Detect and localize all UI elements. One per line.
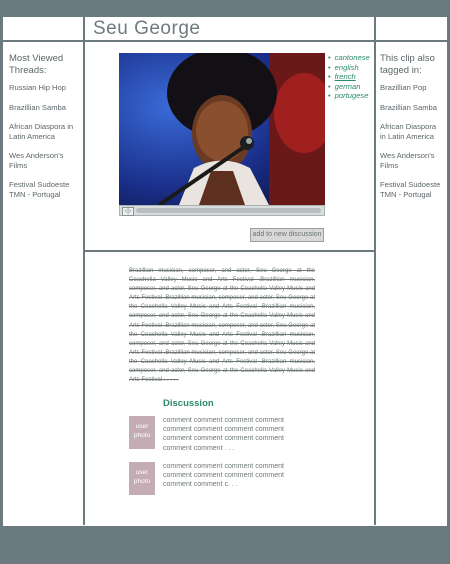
language-option[interactable]: • german [328, 82, 370, 92]
tag-link[interactable]: Brazillian Samba [380, 102, 437, 112]
discussion-heading: Discussion [163, 398, 214, 409]
add-to-discussion-button[interactable]: add to new discussion [250, 228, 324, 242]
also-tagged-heading: This clip also tagged in: [380, 53, 435, 76]
clip-description: Brazillian musician, composer, and actor, Seu George at the Coachella Valley Music and Arts Festival .Brazillian musician, composer, and actor, Seu George at the Coachella Valley Music and Arts Festival .Brazillian musician, composer, and actor, Seu George at the Coachella Valley Music and Arts Festival .Brazillian musician, composer, and actor, Seu George at the Coachella Valley Music and Arts Festival .Brazillian musician, composer, and actor, Seu George at the Coachella Valley Music and Arts Festival .Brazillian musician, composer, and actor, Seu George at the Coachella Valley Music and Arts Festival .Brazillian musician, composer, and actor, Seu George at the Coachella Valley Music and Arts Festival .Brazillian musician, composer, and actor, Seu George at the Coachella Valley Music and Arts Festival . . . . . [129, 268, 315, 384]
header-divider [3, 40, 447, 42]
tag-link[interactable]: Wes Anderson's Films [380, 151, 435, 170]
most-viewed-heading: Most Viewed Threads: [9, 53, 64, 76]
avatar[interactable]: user photo [129, 462, 155, 495]
scrubber-handle[interactable]: ‹|› [122, 207, 134, 216]
scrubber-track[interactable] [136, 208, 321, 213]
tag-link[interactable]: Brazillian Pop [380, 83, 427, 92]
most-viewed-list [9, 83, 81, 209]
thread-link[interactable]: Russian Hip Hop [9, 83, 66, 92]
thread-link[interactable]: Festival Sudoeste TMN - Portugal [9, 180, 70, 199]
thread-link[interactable]: Brazillian Samba [9, 102, 66, 112]
right-divider [374, 17, 376, 525]
thread-link[interactable]: Wes Anderson's Films [9, 151, 64, 170]
tag-link[interactable]: African Diaspora in Latin America [380, 122, 437, 141]
video-frame-image [119, 53, 325, 205]
language-list [328, 53, 370, 101]
tag-link[interactable]: Festival Sudoeste TMN - Portugal [380, 180, 441, 199]
comment-text: comment comment comment comment comment comment comment comment comment comment c. . . [163, 463, 284, 489]
language-option[interactable]: • cantonese [328, 53, 370, 63]
also-tagged-list [380, 83, 444, 209]
page-title: Seu George [93, 18, 201, 39]
language-option-selected[interactable]: • french [328, 72, 370, 82]
left-divider [83, 17, 85, 525]
language-option[interactable]: • english [328, 63, 370, 73]
video-scrubber[interactable] [119, 205, 325, 216]
video-player[interactable] [119, 53, 325, 205]
language-option[interactable]: • portugese [328, 91, 370, 101]
avatar[interactable]: user photo [129, 416, 155, 449]
video-section-divider [85, 250, 374, 252]
thread-link[interactable]: African Diaspora in Latin America [9, 122, 74, 141]
comment-text: comment comment comment comment comment comment comment comment comment comment comment comment comment comment . . . [163, 417, 284, 452]
